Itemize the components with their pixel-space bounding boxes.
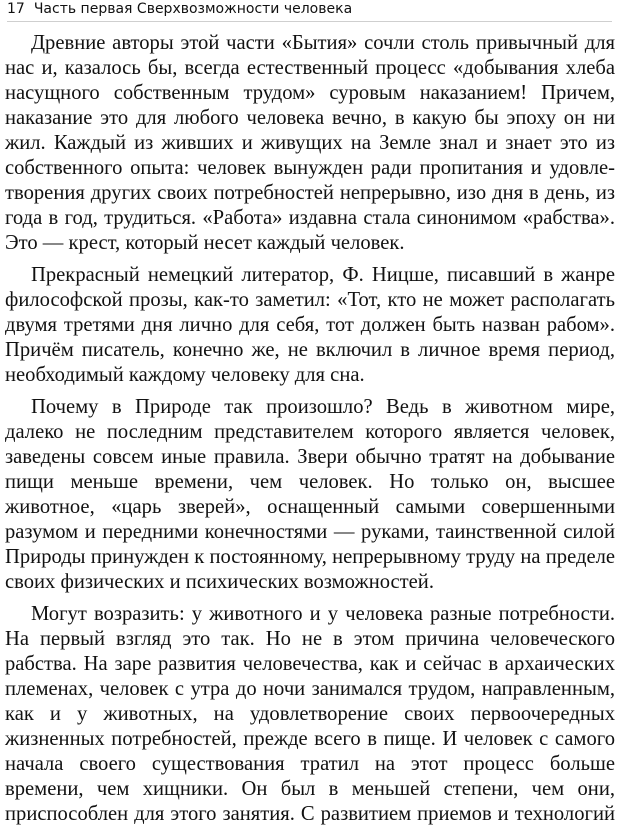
page-header bbox=[7, 0, 612, 22]
text-line: наказание это для любого человека вечно, в какую бы эпоху он ни bbox=[5, 107, 615, 129]
text-line: нас и, казалось бы, всегда естественный процесс «добывания хлеба bbox=[5, 57, 615, 79]
text-line: необходимый каждому человеку для сна. bbox=[5, 364, 365, 386]
text-line: Причём писатель, конечно же, не включил в личное время период, bbox=[5, 339, 615, 361]
text-line: животное, «царь зверей», оснащенный самыми совершенными bbox=[5, 496, 615, 518]
text-line: насущного собственным трудом» суровым наказанием! Причем, bbox=[5, 82, 615, 104]
text-line: жил. Каждый из живших и живущих на Земле знал и знает это из bbox=[5, 132, 615, 154]
paragraph bbox=[5, 602, 615, 827]
paragraph bbox=[5, 31, 615, 256]
text-line: собственного опыта: человек вынужден ради пропитания и удовле- bbox=[5, 157, 615, 179]
text-line: Природы принужден к постоянному, непрерывному труду на пределе bbox=[5, 546, 615, 568]
text-line: своих физических и психических возможностей. bbox=[5, 571, 434, 593]
text-line: Прекрасный немецкий литератор, Ф. Ницше, писавший в жанре bbox=[31, 264, 615, 286]
text-line: философской прозы, как-то заметил: «Тот, кто не может располагать bbox=[5, 289, 615, 311]
text-line: жизненных потребностей, прежде всего в пище. И человек с самого bbox=[5, 728, 615, 750]
text-line: времени, чем хищники. Он был в меньшей степени, чем они, bbox=[5, 778, 615, 800]
text-line: рабства. На заре развития человечества, как и сейчас в архаических bbox=[5, 653, 615, 675]
text-line: приспособлен для этого занятия. С развитием приемов и технологий bbox=[5, 803, 615, 825]
text-line: Почему в Природе так произошло? Ведь в животном мире, bbox=[31, 396, 615, 418]
text-line: Могут возразить: у животного и у человека разные потребности. bbox=[31, 603, 615, 625]
running-title: Часть первая Сверхвозможности человека bbox=[33, 1, 353, 17]
text-line: разумом и передними конечностями — руками, таинственной силой bbox=[5, 521, 615, 543]
page-body bbox=[5, 31, 615, 834]
text-line: как и у животных, на удовлетворение своих первоочередных bbox=[5, 703, 615, 725]
text-line: начала своего существования тратил на этот процесс больше bbox=[5, 753, 615, 775]
text-line: пищи меньше времени, чем человек. Но только он, высшее bbox=[5, 471, 615, 493]
text-line: Это — крест, который несет каждый человек. bbox=[5, 232, 405, 254]
text-line: творения других своих потребностей непрерывно, изо дня в день, из bbox=[5, 182, 615, 204]
text-line: года в год, трудиться. «Работа» издавна стала синонимом «рабства». bbox=[5, 207, 615, 229]
paragraph bbox=[5, 263, 615, 388]
text-line: заведены совсем иные правила. Звери обычно тратят на добывание bbox=[5, 446, 615, 468]
text-line: Древние авторы этой части «Бытия» сочли столь привычный для bbox=[31, 32, 615, 54]
text-line: племенах, человек с утра до ночи занимался трудом, направленным, bbox=[5, 678, 615, 700]
text-line: На первый взгляд это так. Но не в этом причина человеческого bbox=[5, 628, 615, 650]
page-number: 17 bbox=[7, 1, 25, 17]
text-line: далеко не последним представителем которого является человек, bbox=[5, 421, 615, 443]
text-line: двумя третями дня лично для себя, тот должен быть назван рабом». bbox=[5, 314, 615, 336]
paragraph bbox=[5, 395, 615, 595]
